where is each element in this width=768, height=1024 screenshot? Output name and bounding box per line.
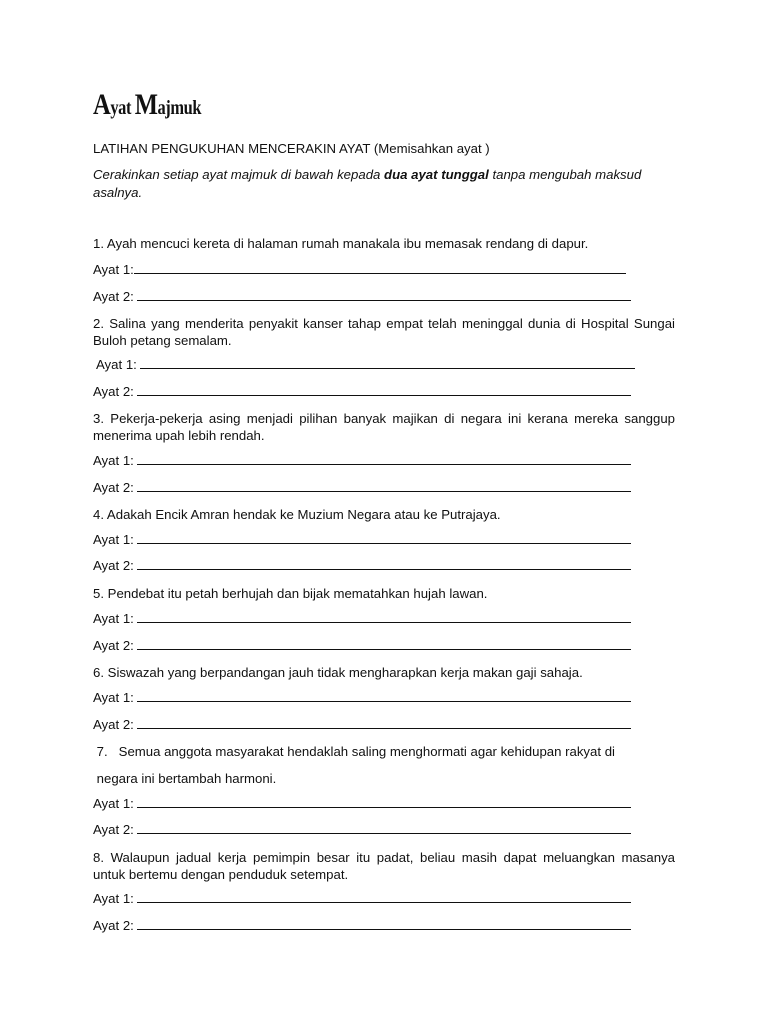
title-initial-m: M <box>134 88 158 121</box>
ayat-1-label: Ayat 1: <box>93 532 134 547</box>
question-7-line-1: 7. Semua anggota masyarakat hendaklah saling menghormati agar kehidupan rakyat di <box>93 744 615 759</box>
title-initial-a: A <box>93 88 111 121</box>
answer-line[interactable] <box>137 717 631 729</box>
instruction-bold: dua ayat tunggal <box>384 167 489 182</box>
answer-1-1 <box>93 262 626 277</box>
answer-line[interactable] <box>137 796 631 808</box>
answer-line[interactable] <box>137 891 631 903</box>
answer-7-1 <box>93 796 631 811</box>
ayat-2-label: Ayat 2: <box>93 717 134 732</box>
answer-line[interactable] <box>137 384 631 396</box>
answer-line[interactable] <box>140 357 635 369</box>
answer-line[interactable] <box>137 918 631 930</box>
answer-7-2 <box>93 822 631 837</box>
instruction-part-1: Cerakinkan setiap ayat majmuk di bawah kepada <box>93 167 385 182</box>
answer-6-1 <box>93 690 631 705</box>
question-5: 5. Pendebat itu petah berhujah dan bijak mematahkan hujah lawan. <box>93 586 488 601</box>
answer-4-1 <box>93 532 631 547</box>
exercise-subtitle: LATIHAN PENGUKUHAN MENCERAKIN AYAT (Memisahkan ayat ) <box>93 141 490 156</box>
ayat-2-label: Ayat 2: <box>93 918 134 933</box>
ayat-1-label: Ayat 1: <box>93 690 134 705</box>
ayat-2-label: Ayat 2: <box>93 289 134 304</box>
answer-5-1 <box>93 611 631 626</box>
answer-8-2 <box>93 918 631 933</box>
question-7-line-2: negara ini bertambah harmoni. <box>93 771 277 786</box>
ayat-2-label: Ayat 2: <box>93 638 134 653</box>
answer-line[interactable] <box>134 262 626 274</box>
answer-2-2 <box>93 384 631 399</box>
answer-8-1 <box>93 891 631 906</box>
page-title <box>93 88 201 122</box>
question-2: 2. Salina yang menderita penyakit kanser tahap empat telah meninggal dunia di Hospital Sungai Buloh petang semalam. <box>93 316 675 348</box>
ayat-2-label: Ayat 2: <box>93 384 134 399</box>
ayat-1-label: Ayat 1: <box>93 262 134 277</box>
title-word-2-rest: ajmuk <box>157 97 202 119</box>
answer-3-2 <box>93 480 631 495</box>
answer-line[interactable] <box>137 558 631 570</box>
answer-line[interactable] <box>137 690 631 702</box>
title-word-1-rest: yat <box>110 97 135 119</box>
question-4: 4. Adakah Encik Amran hendak ke Muzium Negara atau ke Putrajaya. <box>93 507 501 522</box>
answer-line[interactable] <box>137 532 631 544</box>
instruction-text <box>93 166 683 201</box>
answer-line[interactable] <box>137 453 631 465</box>
answer-line[interactable] <box>137 611 631 623</box>
instruction-part-2: tanpa mengubah maksud asalnya. <box>93 167 642 200</box>
question-1: 1. Ayah mencuci kereta di halaman rumah manakala ibu memasak rendang di dapur. <box>93 236 589 251</box>
ayat-1-label: Ayat 1: <box>93 453 134 468</box>
ayat-1-label: Ayat 1: <box>93 796 134 811</box>
ayat-1-label: Ayat 1: <box>93 611 134 626</box>
ayat-2-label: Ayat 2: <box>93 480 134 495</box>
answer-2-1 <box>96 357 635 372</box>
answer-line[interactable] <box>137 480 631 492</box>
ayat-1-label: Ayat 1: <box>93 891 134 906</box>
answer-1-2 <box>93 289 631 304</box>
answer-5-2 <box>93 638 631 653</box>
answer-3-1 <box>93 453 631 468</box>
answer-6-2 <box>93 717 631 732</box>
answer-4-2 <box>93 558 631 573</box>
answer-line[interactable] <box>137 822 631 834</box>
question-6: 6. Siswazah yang berpandangan jauh tidak mengharapkan kerja makan gaji sahaja. <box>93 665 583 680</box>
answer-line[interactable] <box>137 638 631 650</box>
ayat-2-label: Ayat 2: <box>93 558 134 573</box>
answer-line[interactable] <box>137 289 631 301</box>
question-8: 8. Walaupun jadual kerja pemimpin besar itu padat, beliau masih dapat meluangkan masanya untuk bertemu dengan penduduk setempat. <box>93 850 675 882</box>
ayat-2-label: Ayat 2: <box>93 822 134 837</box>
question-3: 3. Pekerja-pekerja asing menjadi pilihan banyak majikan di negara ini kerana mereka sanggup menerima upah lebih rendah. <box>93 411 675 443</box>
ayat-1-label: Ayat 1: <box>96 357 137 372</box>
